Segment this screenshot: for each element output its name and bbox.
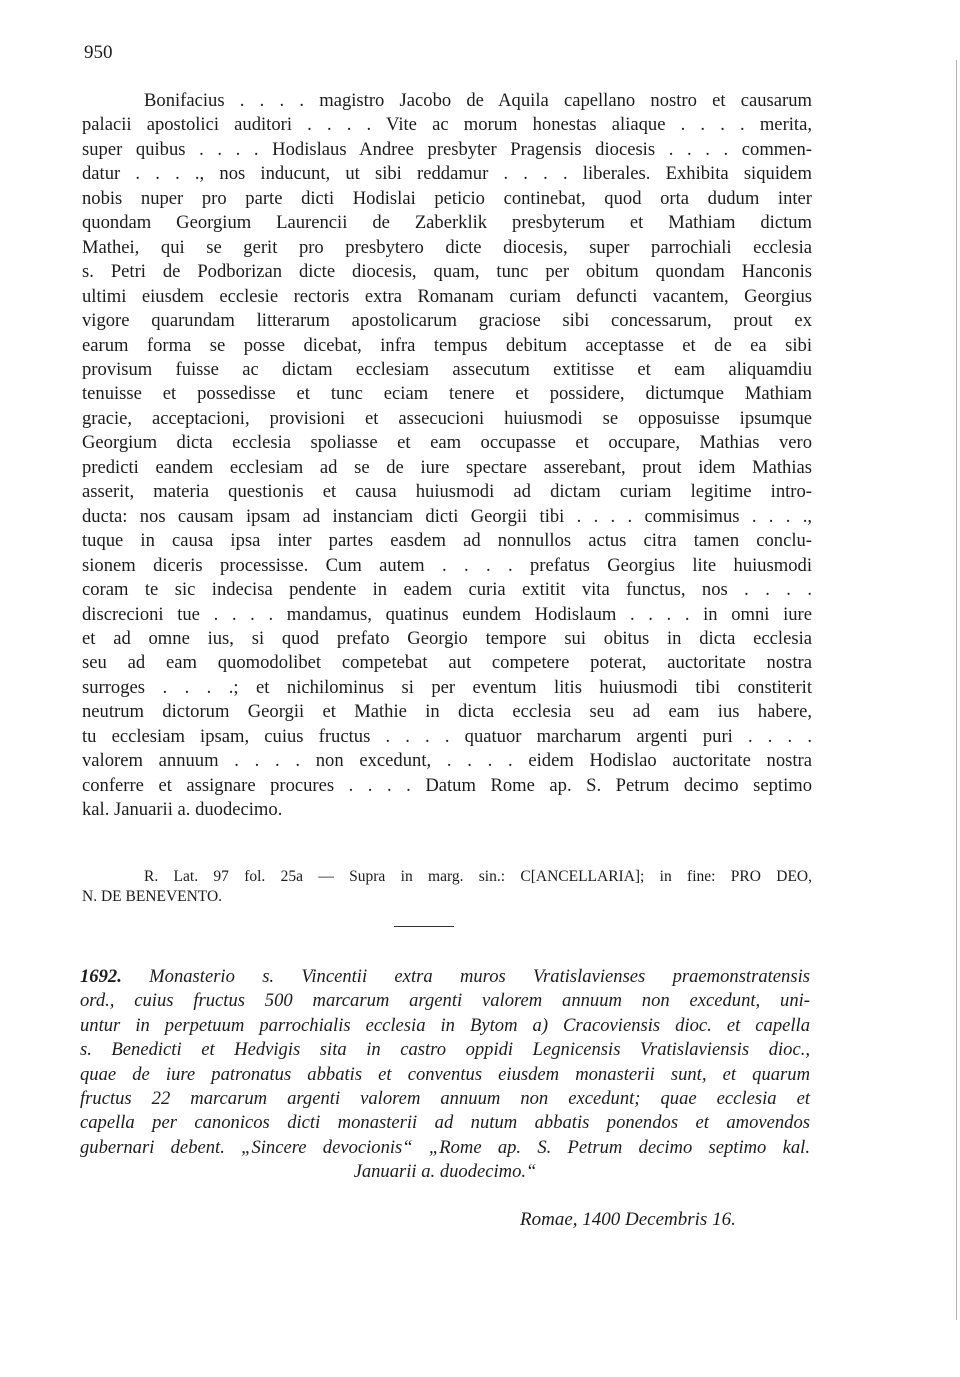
body-line: quondam Georgium Laurencii de Zaberklik presbyterum et Mathiam dictum bbox=[82, 212, 812, 234]
section-divider bbox=[394, 926, 454, 927]
regest-line: s. Benedicti et Hedvigis sita in castro oppidi Legnicensis Vratislaviensis dioc., bbox=[80, 1039, 810, 1061]
body-line: Georgium dicta ecclesia spoliasse et eam occupasse et occupare, Mathias vero bbox=[82, 432, 812, 454]
body-line: et ad omne ius, si quod prefato Georgio tempore sui obitus in dicta ecclesia bbox=[82, 627, 812, 649]
body-line: ducta: nos causam ipsam ad instanciam dicti Georgii tibi . . . . commisimus . . . ., bbox=[82, 505, 812, 527]
body-line: neutrum dictorum Georgii et Mathie in dicta ecclesia seu ad eam ius habere, bbox=[82, 701, 812, 723]
regest-line-text: Monasterio s. Vincentii extra muros Vratislavienses praemonstratensis bbox=[149, 966, 810, 987]
source-note bbox=[82, 867, 812, 907]
regest-line: Januarii a. duodecimo.“ bbox=[353, 1161, 537, 1183]
body-line: Bonifacius . . . . magistro Jacobo de Aquila capellano nostro et causarum bbox=[144, 90, 812, 111]
source-note-line: R. Lat. 97 fol. 25a — Supra in marg. sin.: C[ANCELLARIA]; in fine: PRO DEO, bbox=[144, 868, 812, 885]
page-edge-line bbox=[956, 60, 957, 1320]
body-line: earum forma se posse dicebat, infra tempus debitum acceptasse et de ea sibi bbox=[82, 334, 812, 356]
body-line: tenuisse et possedisse et tunc eciam tenere et possidere, dictumque Mathiam bbox=[82, 383, 812, 405]
body-line: conferre et assignare procures . . . . Datum Rome ap. S. Petrum decimo septimo bbox=[82, 774, 812, 796]
body-line: surroges . . . .; et nichilominus si per eventum litis huiusmodi tibi constiterit bbox=[82, 676, 812, 698]
body-line: valorem annuum . . . . non excedunt, . . . . eidem Hodislao auctoritate nostra bbox=[82, 750, 812, 772]
body-line: discrecioni tue . . . . mandamus, quatinus eundem Hodislaum . . . . in omni iure bbox=[82, 603, 812, 625]
body-line: ultimi eiusdem ecclesie rectoris extra Romanam curiam defuncti vacantem, Georgius bbox=[82, 285, 812, 307]
body-line: Mathei, qui se gerit pro presbytero dicte diocesis, super parrochiali ecclesia bbox=[82, 236, 812, 258]
body-line: palacii apostolici auditori . . . . Vite ac morum honestas aliaque . . . . merita, bbox=[82, 114, 812, 136]
regest-number: 1692. bbox=[80, 966, 122, 987]
body-line: tu ecclesiam ipsam, cuius fructus . . . . quatuor marcharum argenti puri . . . . bbox=[82, 725, 812, 747]
regest-line: untur in perpetuum parrochialis ecclesia in Bytom a) Cracoviensis dioc. et capella bbox=[80, 1014, 810, 1036]
body-line: seu ad eam quomodolibet competebat aut competere poterat, auctoritate nostra bbox=[82, 652, 812, 674]
body-line: predicti eandem ecclesiam ad se de iure spectare asserebant, prout idem Mathias bbox=[82, 456, 812, 478]
body-line: asserit, materia questionis et causa huiusmodi ad dictam curiam legitime intro- bbox=[82, 481, 812, 503]
body-line: gracie, acceptacioni, provisioni et assecucioni huiusmodi se opposuisse ipsumque bbox=[82, 407, 812, 429]
letter-body bbox=[82, 89, 812, 823]
regest-line: capella per canonicos dicti monasterii ad nutum abbatis ponendos et amovendos bbox=[80, 1112, 810, 1134]
regest-block bbox=[80, 965, 810, 1185]
body-line: kal. Januarii a. duodecimo. bbox=[82, 799, 283, 821]
body-line: s. Petri de Podborizan dicte diocesis, quam, tunc per obitum quondam Hanconis bbox=[82, 261, 812, 283]
regest-line: ord., cuius fructus 500 marcarum argenti valorem annuum non excedunt, uni- bbox=[80, 990, 810, 1012]
body-line: super quibus . . . . Hodislaus Andree presbyter Pragensis diocesis . . . . commen- bbox=[82, 138, 812, 160]
body-line: vigore quarundam litterarum apostolicarum graciose sibi concessarum, prout ex bbox=[82, 310, 812, 332]
body-line: datur . . . ., nos inducunt, ut sibi reddamur . . . . liberales. Exhibita siquidem bbox=[82, 163, 812, 185]
body-line: sionem diceris processisse. Cum autem . . . . prefatus Georgius lite huiusmodi bbox=[82, 554, 812, 576]
regest-line: gubernari debent. „Sincere devocionis“ „Rome ap. S. Petrum decimo septimo kal. bbox=[80, 1136, 810, 1158]
body-line: tuque in causa ipsa inter partes easdem ad nonnullos actus citra tamen conclu- bbox=[82, 530, 812, 552]
body-line: nobis nuper pro parte dicti Hodislai peticio continebat, quod orta dudum inter bbox=[82, 187, 812, 209]
regest-line bbox=[80, 965, 810, 989]
page-number: 950 bbox=[84, 42, 113, 63]
source-note-line: N. DE BENEVENTO. bbox=[82, 888, 223, 905]
body-line: provisum fuisse ac dictam ecclesiam assecutum extitisse et eam aliquamdiu bbox=[82, 358, 812, 380]
body-line: coram te sic indecisa pendente in eadem curia extitit vita functus, nos . . . . bbox=[82, 579, 812, 601]
regest-line: quae de iure patronatus abbatis et conventus eiusdem monasterii sunt, et quarum bbox=[80, 1063, 810, 1085]
regest-line: fructus 22 marcarum argenti valorem annuum non excedunt; quae ecclesia et bbox=[80, 1088, 810, 1110]
date-line: Romae, 1400 Decembris 16. bbox=[520, 1209, 736, 1230]
